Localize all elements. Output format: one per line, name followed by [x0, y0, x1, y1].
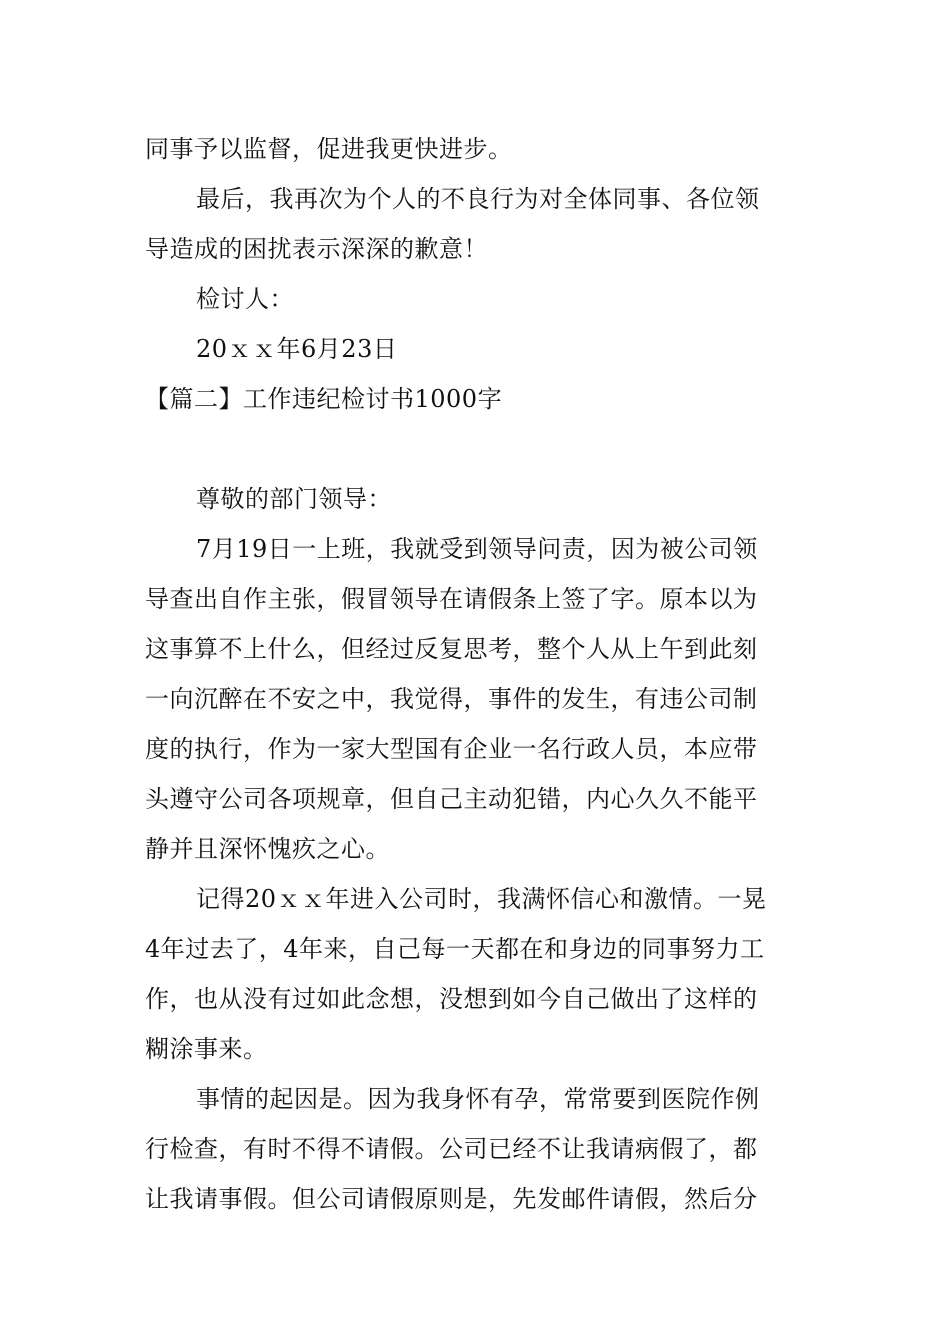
paragraph-line: 导查出自作主张，假冒领导在请假条上签了字。原本以为 — [145, 585, 758, 613]
paragraph-line: 7月19日一上班，我就受到领导问责，因为被公司领 — [196, 535, 758, 563]
paragraph-line: 这事算不上什么，但经过反复思考，整个人从上午到此刻 — [145, 635, 758, 663]
paragraph-line: 同事予以监督，促进我更快进步。 — [145, 135, 513, 163]
date-line: 20ｘｘ年6月23日 — [196, 335, 398, 363]
paragraph-line: 头遵守公司各项规章，但自己主动犯错，内心久久不能平 — [145, 785, 758, 813]
paragraph-line: 行检查，有时不得不请假。公司已经不让我请病假了，都 — [145, 1135, 758, 1163]
paragraph-line: 4年过去了，4年来，自己每一天都在和身边的同事努力工 — [145, 935, 765, 963]
paragraph-line: 度的执行，作为一家大型国有企业一名行政人员，本应带 — [145, 735, 758, 763]
signature-label: 检讨人： — [196, 285, 294, 313]
paragraph-line: 让我请事假。但公司请假原则是，先发邮件请假，然后分 — [145, 1185, 758, 1213]
section-heading: 【篇二】工作违纪检讨书1000字 — [145, 385, 503, 413]
paragraph-line: 最后，我再次为个人的不良行为对全体同事、各位领 — [196, 185, 760, 213]
paragraph-line: 事情的起因是。因为我身怀有孕，常常要到医院作例 — [196, 1085, 760, 1113]
paragraph-line: 一向沉醉在不安之中，我觉得，事件的发生，有违公司制 — [145, 685, 758, 713]
paragraph-line: 静并且深怀愧疚之心。 — [145, 835, 390, 863]
salutation: 尊敬的部门领导： — [196, 485, 392, 513]
paragraph-line: 记得20ｘｘ年进入公司时，我满怀信心和激情。一晃 — [196, 885, 767, 913]
paragraph-line: 作，也从没有过如此念想，没想到如今自己做出了这样的 — [145, 985, 758, 1013]
paragraph-line: 导造成的困扰表示深深的歉意！ — [145, 235, 488, 263]
paragraph-line: 糊涂事来。 — [145, 1035, 268, 1063]
